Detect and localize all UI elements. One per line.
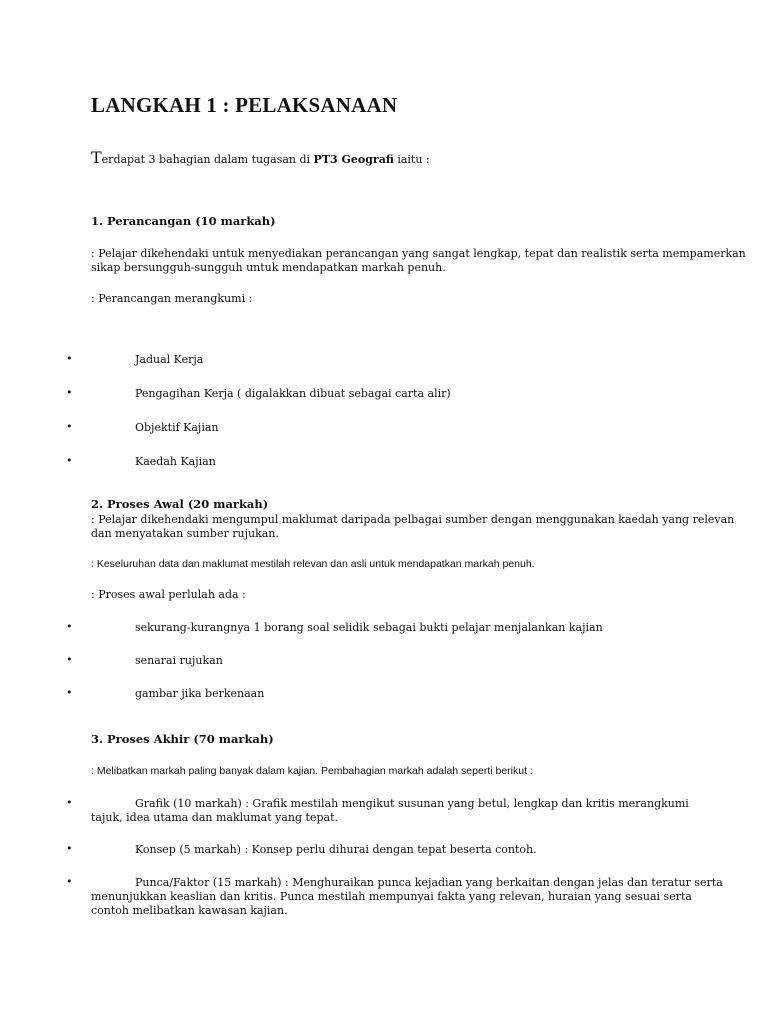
list-item-line1: Grafik (10 markah) : Grafik mestilah mengikut susunan yang betul, lengkap dan kritis merangkumi xyxy=(135,797,689,810)
list-item-line2: menunjukkan keaslian dan kritis. Punca mestilah mempunyai fakta yang relevan, huraian yang sesuai serta xyxy=(91,890,692,903)
section-2-para-line1: : Pelajar dikehendaki mengumpul maklumat daripada pelbagai sumber dengan menggunakan kaedah yang relevan xyxy=(91,513,735,526)
section-3-heading: 3. Proses Akhir (70 markah) xyxy=(91,732,274,746)
list-item: Pengagihan Kerja ( digalakkan dibuat sebagai carta alir) xyxy=(135,387,451,400)
list-item: Jadual Kerja xyxy=(135,353,204,366)
bullet: • xyxy=(66,420,73,433)
bullet: • xyxy=(66,620,73,633)
section-1-para-line1: : Pelajar dikehendaki untuk menyediakan perancangan yang sangat lengkap, tepat dan realistik serta mempamerkan xyxy=(91,247,746,260)
list-item: senarai rujukan xyxy=(135,654,223,667)
bullet: • xyxy=(66,875,73,888)
bullet: • xyxy=(66,653,73,666)
list-item-line3: contoh melibatkan kawasan kajian. xyxy=(91,904,288,917)
list-item: sekurang-kurangnya 1 borang soal selidik sebagai bukti pelajar menjalankan kajian xyxy=(135,621,603,634)
bullet: • xyxy=(66,386,73,399)
section-1-para-line2: sikap bersungguh-sungguh untuk mendapatkan markah penuh. xyxy=(91,261,446,274)
intro-bold: PT3 Geografi xyxy=(313,153,394,166)
bullet: • xyxy=(66,686,73,699)
list-item: gambar jika berkenaan xyxy=(135,687,265,700)
intro-lead-letter: T xyxy=(91,148,102,167)
bullet: • xyxy=(66,842,73,855)
list-item-line2: tajuk, idea utama dan maklumat yang tepat. xyxy=(91,811,338,824)
intro-before: erdapat 3 bahagian dalam tugasan di xyxy=(101,153,314,166)
list-item-line1: Punca/Faktor (15 markah) : Menghuraikan punca kejadian yang berkaitan dengan jelas dan teratur serta xyxy=(135,876,723,889)
list-item-line1: Konsep (5 markah) : Konsep perlu dihurai dengan tepat beserta contoh. xyxy=(135,843,537,856)
list-item: Objektif Kajian xyxy=(135,421,219,434)
section-1-heading: 1. Perancangan (10 markah) xyxy=(91,214,276,228)
section-2-para3: : Proses awal perlulah ada : xyxy=(91,588,246,601)
section-2-heading: 2. Proses Awal (20 markah) xyxy=(91,497,269,511)
bullet: • xyxy=(66,352,73,365)
list-item: Kaedah Kajian xyxy=(135,455,216,468)
section-2-para2: : Keseluruhan data dan maklumat mestilah relevan dan asli untuk mendapatkan markah penuh. xyxy=(91,558,535,570)
bullet: • xyxy=(66,796,73,809)
intro-after: iaitu : xyxy=(393,153,430,166)
section-3-para1: : Melibatkan markah paling banyak dalam kajian. Pembahagian markah adalah seperti berikut : xyxy=(91,765,533,777)
bullet: • xyxy=(66,454,73,467)
page-title: LANGKAH 1 : PELAKSANAAN xyxy=(91,93,398,117)
intro-text xyxy=(91,150,430,167)
section-1-para2: : Perancangan merangkumi : xyxy=(91,292,253,305)
section-2-para-line2: dan menyatakan sumber rujukan. xyxy=(91,527,279,540)
